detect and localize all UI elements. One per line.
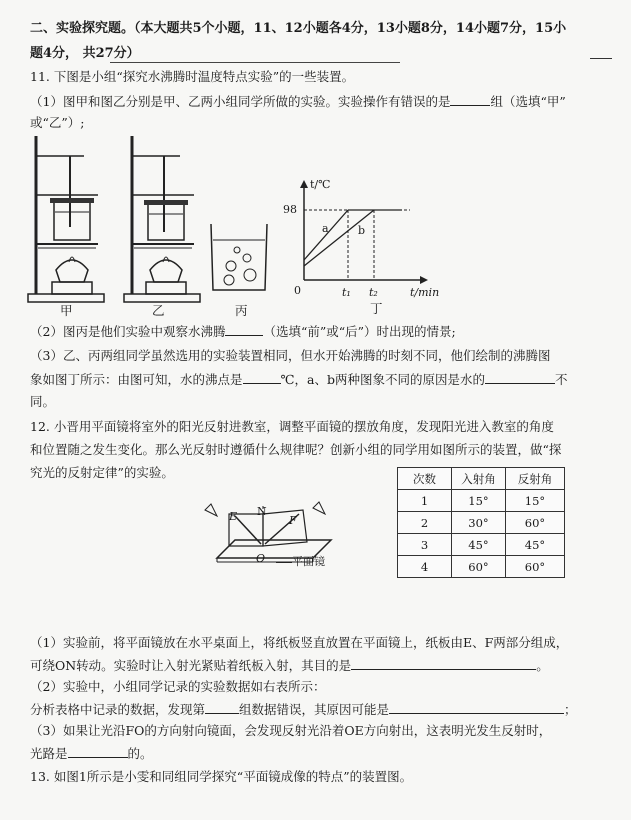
q11-part3-line1: （3）乙、丙两组同学虽然选用的实验装置相同，但水开始沸腾的时刻不同，他们绘制的沸腾图 <box>30 348 551 363</box>
fig-label-jia: 甲 <box>60 303 73 318</box>
label-E: E <box>229 510 238 523</box>
table-cell: 45° <box>452 534 506 556</box>
q12-part2-line1: （2）实验中，小组同学记录的实验数据如右表所示： <box>30 679 326 694</box>
fig-label-yi: 乙 <box>152 303 165 318</box>
q12-stem-line2: 和位置随之发生变化。那么光反射时遵循什么规律呢？创新小组的同学用如图所示的装置，做“探 <box>30 442 562 457</box>
table-header-cell: 反射角 <box>506 468 565 490</box>
table-cell: 45° <box>506 534 565 556</box>
graph-origin: 0 <box>294 284 301 297</box>
q11-part3-line3: 同。 <box>30 394 56 409</box>
table-cell: 3 <box>398 534 452 556</box>
apparatus-yi-figure <box>118 132 208 312</box>
table-cell: 2 <box>398 512 452 534</box>
q11-part3-text: 象如图丁所示：由图可知，水的沸点是 <box>30 372 243 387</box>
q11-part2-text: （2）图丙是他们实验中观察水沸腾 <box>30 324 226 339</box>
section-heading-line2: 题4分， 共27分） <box>30 46 140 61</box>
graph-t1-label: t₁ <box>342 286 351 299</box>
graph-line-a: a <box>322 222 329 235</box>
beaker-bing-figure <box>205 220 275 300</box>
graph-y-axis-label: t/℃ <box>310 178 331 191</box>
table-cell: 4 <box>398 556 452 578</box>
q12-part3-text-b: 的。 <box>127 746 153 761</box>
q11-part3-text-c: 不 <box>554 372 568 387</box>
q12-answer-blank-2[interactable] <box>205 700 239 714</box>
reflection-apparatus-figure <box>195 500 355 580</box>
apparatus-jia-figure <box>22 132 112 312</box>
table-row <box>398 512 565 534</box>
q12-part2-text-c: ； <box>564 702 577 717</box>
q11-part2-text-b: （选填“前”或“后”）时出现的情景; <box>263 324 456 339</box>
q12-answer-blank-1[interactable] <box>351 656 536 670</box>
q12-answer-blank-3[interactable] <box>389 700 564 714</box>
table-cell: 60° <box>452 556 506 578</box>
q12-part1-line2 <box>30 656 549 675</box>
q11-part3-text-b: ℃，a、b两种图象不同的原因是水的 <box>280 372 485 387</box>
q12-part3-line2 <box>30 744 153 763</box>
table-cell: 1 <box>398 490 452 512</box>
q13-stem: 13. 如图1所示是小雯和同组同学探究“平面镜成像的特点”的装置图。 <box>30 769 413 784</box>
heading-underline <box>110 62 400 63</box>
q11-part1-cont: 或“乙”）; <box>30 115 85 130</box>
q12-part3-text: 光路是 <box>30 746 68 761</box>
q12-answer-blank-4[interactable] <box>68 744 128 758</box>
label-N: N <box>257 505 267 518</box>
q12-stem-line1: 12. 小晋用平面镜将室外的阳光反射进教室，调整平面镜的摆放角度，发现阳光进入教室的角度 <box>30 419 554 434</box>
table-cell: 30° <box>452 512 506 534</box>
q11-part3-line2 <box>30 370 567 389</box>
q12-part2-text: 分析表格中记录的数据，发现第 <box>30 702 206 717</box>
label-mirror: 平面镜 <box>292 555 325 568</box>
section-heading-line1: 二、实验探究题。（本大题共5个小题，11、12小题各4分，13小题8分，14小题7分，15小 <box>30 21 567 36</box>
q12-part3-line1: （3）如果让光沿FO的方向射向镜面，会发现反射光沿着OE方向射出，这表明光发生反射时， <box>30 723 552 738</box>
margin-mark <box>590 58 612 59</box>
label-O: O <box>256 552 266 565</box>
table-row <box>398 534 565 556</box>
fig-label-bing: 丙 <box>235 303 248 318</box>
q11-part2 <box>30 322 456 341</box>
label-F: F <box>289 514 297 527</box>
table-header-cell: 入射角 <box>452 468 506 490</box>
q11-stem: 11. 下图是小组“探究水沸腾时温度特点实验”的一些装置。 <box>30 69 355 84</box>
table-cell: 60° <box>506 512 565 534</box>
q12-part1-line1: （1）实验前，将平面镜放在水平桌面上，将纸板竖直放置在平面镜上，纸板由E、F两部分组成， <box>30 635 569 650</box>
fig-label-ding: 丁 <box>370 301 383 316</box>
q11-answer-blank-4[interactable] <box>485 370 555 384</box>
q11-answer-blank-2[interactable] <box>225 322 263 336</box>
graph-x-axis-label: t/min <box>410 286 440 299</box>
q11-answer-blank-1[interactable] <box>450 92 490 106</box>
table-cell: 15° <box>452 490 506 512</box>
q11-part1-text-b: 组（选填“甲” <box>490 94 566 109</box>
table-cell: 15° <box>506 490 565 512</box>
table-cell: 60° <box>506 556 565 578</box>
q12-part1-text: 可绕ON转动。实验时让入射光紧贴着纸板入射，其目的是 <box>30 658 352 673</box>
table-header-cell: 次数 <box>398 468 452 490</box>
table-header-row <box>398 468 565 490</box>
q12-part2-text-b: 组数据错误，其原因可能是 <box>239 702 390 717</box>
reflection-data-table <box>397 467 565 578</box>
q12-part1-text-b: 。 <box>536 658 549 673</box>
q11-part1-text: （1）图甲和图乙分别是甲、乙两小组同学所做的实验。实验操作有错误的是 <box>30 94 451 109</box>
graph-t2-label: t₂ <box>369 286 378 299</box>
table-row <box>398 490 565 512</box>
q11-part1 <box>30 92 566 111</box>
graph-y-value: 98 <box>283 203 297 216</box>
graph-line-b: b <box>358 224 366 237</box>
q11-answer-blank-3[interactable] <box>243 370 281 384</box>
q12-stem-line3: 究光的反射定律”的实验。 <box>30 465 174 480</box>
table-row <box>398 556 565 578</box>
mirror-leader-line <box>276 562 292 563</box>
q12-part2-line2 <box>30 700 577 719</box>
